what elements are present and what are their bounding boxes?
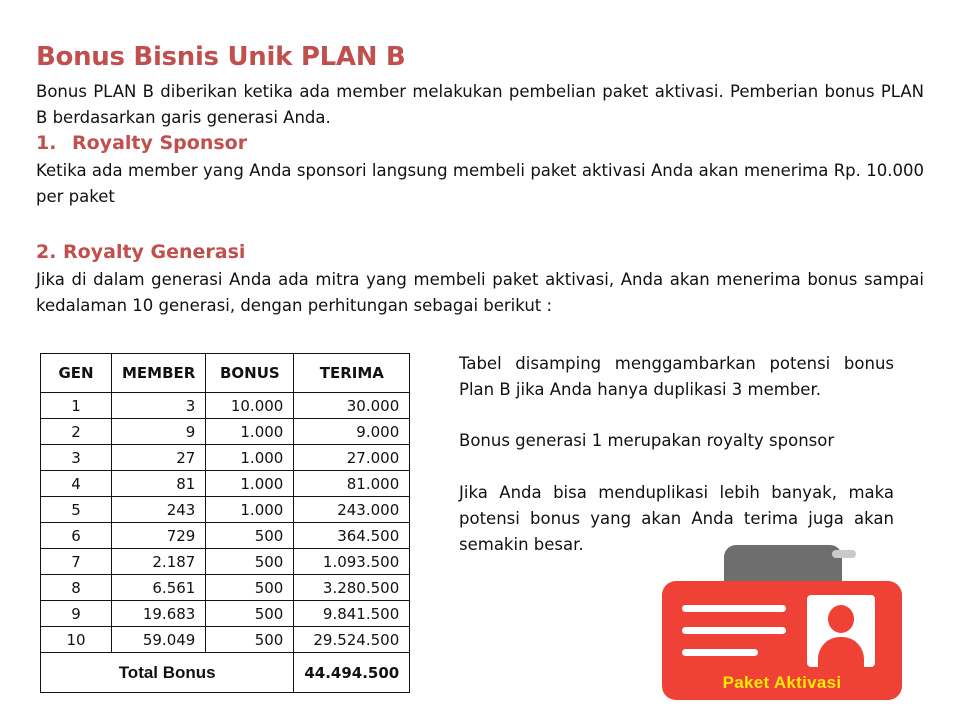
terima-cell: 364.500 xyxy=(294,523,410,549)
terima-cell: 29.524.500 xyxy=(294,627,410,653)
member-cell: 6.561 xyxy=(112,575,206,601)
member-cell: 59.049 xyxy=(112,627,206,653)
section-number: 1. xyxy=(36,132,57,154)
member-cell: 9 xyxy=(112,419,206,445)
section-royalty-generasi-heading: 2. Royalty Generasi xyxy=(36,241,246,263)
intro-paragraph: Bonus PLAN B diberikan ketika ada member melakukan pembelian paket aktivasi. Pemberian bonus PLAN B berdasarkan garis generasi Anda. xyxy=(36,82,924,127)
gen-cell: 2 xyxy=(41,419,112,445)
column-header: MEMBER xyxy=(112,354,206,393)
gen-cell: 1 xyxy=(41,393,112,419)
column-header: BONUS xyxy=(206,354,294,393)
badge-text-line xyxy=(682,627,786,634)
column-header: GEN xyxy=(41,354,112,393)
avatar-body xyxy=(818,637,864,667)
gen-cell: 5 xyxy=(41,497,112,523)
member-cell: 2.187 xyxy=(112,549,206,575)
gen-cell: 3 xyxy=(41,445,112,471)
bonus-cell: 1.000 xyxy=(206,471,294,497)
member-cell: 27 xyxy=(112,445,206,471)
bonus-cell: 1.000 xyxy=(206,419,294,445)
gen-cell: 10 xyxy=(41,627,112,653)
table-body xyxy=(41,393,410,653)
member-cell: 3 xyxy=(112,393,206,419)
user-avatar-icon xyxy=(807,595,875,667)
member-cell: 81 xyxy=(112,471,206,497)
table-row xyxy=(41,471,410,497)
bonus-cell: 500 xyxy=(206,523,294,549)
member-cell: 19.683 xyxy=(112,601,206,627)
bonus-table xyxy=(40,353,410,693)
section-royalty-sponsor-heading xyxy=(36,132,247,154)
gen-cell: 8 xyxy=(41,575,112,601)
column-header: TERIMA xyxy=(294,354,410,393)
badge-label: Paket Aktivasi xyxy=(722,673,842,692)
side-note-duplication: Jika Anda bisa menduplikasi lebih banyak, maka potensi bonus yang akan Anda terima juga akan semakin besar. xyxy=(459,483,894,554)
terima-cell: 30.000 xyxy=(294,393,410,419)
royalty-sponsor-paragraph: Ketika ada member yang Anda sponsori langsung membeli paket aktivasi Anda akan menerima Rp. 10.000 per paket xyxy=(36,161,924,206)
table-row xyxy=(41,523,410,549)
badge-clip-hole xyxy=(832,550,856,558)
terima-cell: 3.280.500 xyxy=(294,575,410,601)
bonus-cell: 500 xyxy=(206,627,294,653)
bonus-cell: 500 xyxy=(206,601,294,627)
badge-text-line xyxy=(682,649,758,656)
bonus-cell: 1.000 xyxy=(206,497,294,523)
gen-cell: 4 xyxy=(41,471,112,497)
table-row xyxy=(41,419,410,445)
table-header-row xyxy=(41,354,410,393)
terima-cell: 1.093.500 xyxy=(294,549,410,575)
section-heading-text: Royalty Sponsor xyxy=(72,132,248,154)
table-row xyxy=(41,627,410,653)
badge-text-line xyxy=(682,605,786,612)
bonus-cell: 500 xyxy=(206,549,294,575)
total-label: Total Bonus xyxy=(41,653,294,693)
badge-card xyxy=(662,581,902,700)
member-cell: 729 xyxy=(112,523,206,549)
bonus-cell: 1.000 xyxy=(206,445,294,471)
member-cell: 243 xyxy=(112,497,206,523)
terima-cell: 9.841.500 xyxy=(294,601,410,627)
terima-cell: 243.000 xyxy=(294,497,410,523)
terima-cell: 9.000 xyxy=(294,419,410,445)
terima-cell: 27.000 xyxy=(294,445,410,471)
side-note-generation-one: Bonus generasi 1 merupakan royalty sponsor xyxy=(459,431,835,450)
royalty-generasi-paragraph: Jika di dalam generasi Anda ada mitra yang membeli paket aktivasi, Anda akan menerima bonus sampai kedalaman 10 generasi, dengan perhitungan sebagai berikut : xyxy=(36,270,924,315)
gen-cell: 6 xyxy=(41,523,112,549)
table-row xyxy=(41,549,410,575)
total-value: 44.494.500 xyxy=(294,653,410,693)
bonus-cell: 500 xyxy=(206,575,294,601)
gen-cell: 7 xyxy=(41,549,112,575)
id-card-icon xyxy=(662,545,902,700)
badge-clip xyxy=(724,545,842,581)
avatar-head xyxy=(828,605,854,633)
page-title: Bonus Bisnis Unik PLAN B xyxy=(36,42,406,72)
bonus-cell: 10.000 xyxy=(206,393,294,419)
terima-cell: 81.000 xyxy=(294,471,410,497)
table-row xyxy=(41,445,410,471)
table-row xyxy=(41,575,410,601)
table-row xyxy=(41,601,410,627)
gen-cell: 9 xyxy=(41,601,112,627)
table-row xyxy=(41,393,410,419)
side-note-potential: Tabel disamping menggambarkan potensi bonus Plan B jika Anda hanya duplikasi 3 member. xyxy=(459,354,894,399)
table-row xyxy=(41,497,410,523)
total-row xyxy=(41,653,410,693)
